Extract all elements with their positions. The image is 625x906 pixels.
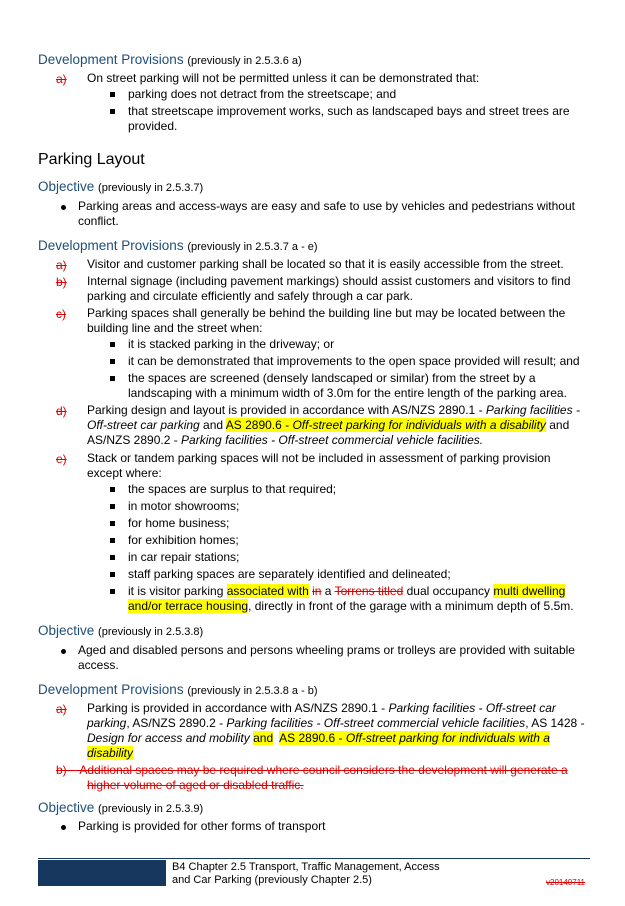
list-item-text-cont xyxy=(87,746,133,761)
text-run-highlight: associated with xyxy=(226,584,309,598)
list-item-text xyxy=(87,403,580,418)
heading-title: Objective xyxy=(38,179,95,194)
heading-ref: (previously in 2.5.3.6 a) xyxy=(187,55,302,67)
section-heading-parking-layout: Parking Layout xyxy=(38,151,145,168)
text-run-highlight-italic: Off-street parking for individuals with a disability xyxy=(292,418,546,432)
text-run: Parking is provided in accordance with AS/NZS 2890.1 - xyxy=(87,701,389,715)
text-run-highlight: AS 2890.6 - xyxy=(279,731,346,745)
bullet-text: the spaces are surplus to that required; xyxy=(128,482,337,496)
bullet-text: Parking areas and access-ways are easy and safe to use by vehicles and pedestrians without xyxy=(78,199,575,213)
bullet-text: staff parking spaces are separately identified and delineated; xyxy=(128,567,451,581)
square-bullet-icon xyxy=(110,589,115,594)
text-run: dual occupancy xyxy=(403,584,494,598)
list-item-text xyxy=(87,701,556,716)
text-run: it is visitor parking xyxy=(128,584,227,598)
square-bullet-icon xyxy=(110,342,115,347)
square-bullet-icon xyxy=(110,521,115,526)
text-run-highlight: multi dwelling xyxy=(493,584,566,598)
text-run: a xyxy=(321,584,335,598)
text-run: Parking design and layout is provided in accordance with AS/NZS 2890.1 - xyxy=(87,403,486,417)
bullet-text: the spaces are screened (densely landscaped or similar) from the street by a xyxy=(128,371,536,385)
heading-dev-provisions-2 xyxy=(38,238,318,253)
heading-dev-provisions-3 xyxy=(38,682,318,697)
square-bullet-icon xyxy=(110,487,115,492)
list-item-text: Stack or tandem parking spaces will not be included in assessment of parking provision xyxy=(87,451,551,465)
square-bullet-icon xyxy=(110,504,115,509)
text-run-italic: Parking facilities - xyxy=(485,403,580,417)
bullet-text: for exhibition homes; xyxy=(128,533,239,547)
deleted-list-item-cont: higher volume of aged or disabled traffic. xyxy=(87,778,304,792)
text-run-italic: Off-street car parking xyxy=(87,418,200,432)
text-run: , AS 1428 - xyxy=(525,716,585,730)
heading-title: Development Provisions xyxy=(38,52,184,67)
list-item-text-cont xyxy=(87,716,585,731)
text-run-highlight: AS 2890.6 - xyxy=(225,418,293,432)
footer-color-block xyxy=(38,860,166,886)
heading-dev-provisions-1 xyxy=(38,52,302,67)
text-run-italic: Design for access and mobility xyxy=(87,731,250,745)
text-run: , AS/NZS 2890.2 - xyxy=(126,716,227,730)
square-bullet-icon xyxy=(110,538,115,543)
list-item-text-cont xyxy=(87,418,569,433)
heading-title: Objective xyxy=(38,623,95,638)
footer-line-1: B4 Chapter 2.5 Transport, Traffic Management, Access xyxy=(172,861,440,873)
square-bullet-icon xyxy=(110,555,115,560)
heading-objective-1 xyxy=(38,179,203,194)
list-item-text-cont xyxy=(87,433,483,448)
heading-ref: (previously in 2.5.3.8) xyxy=(98,626,204,638)
text-run-italic: Parking facilities - Off-street commercial vehicle facilities xyxy=(226,716,526,730)
list-item-text-cont: parking and circulate efficiently and safely through a car park. xyxy=(87,289,413,303)
text-run-italic: Parking facilities - Off-street car xyxy=(388,701,556,715)
bullet-text: that streetscape improvement works, such as landscaped bays and street trees are xyxy=(128,104,570,118)
bullet-text: it can be demonstrated that improvements to the open space provided will result; and xyxy=(128,354,580,368)
bullet-text: Parking is provided for other forms of transport xyxy=(78,819,326,833)
item-marker-e: e) xyxy=(56,452,67,466)
bullet-text: for home business; xyxy=(128,516,230,530)
bullet-text-cont: provided. xyxy=(128,119,178,133)
heading-objective-3 xyxy=(38,800,203,815)
deleted-list-item: b) Additional spaces may be required where council considers the development will generate a xyxy=(56,763,568,777)
footer-line-2: and Car Parking (previously Chapter 2.5) xyxy=(172,874,372,886)
text-run-highlight-italic: Off-street parking for individuals with a xyxy=(345,731,550,745)
bullet-text: it is stacked parking in the driveway; or xyxy=(128,337,335,351)
item-marker-b: b) xyxy=(56,275,67,289)
bullet-text-cont: access. xyxy=(78,658,119,672)
text-run: and xyxy=(199,418,226,432)
square-bullet-icon xyxy=(110,376,115,381)
text-run-italic: Parking facilities - Off-street commercial vehicle facilities. xyxy=(181,433,484,447)
list-item-text: On street parking will not be permitted unless it can be demonstrated that: xyxy=(87,71,480,85)
item-marker-c: c) xyxy=(56,307,66,321)
text-run-highlight: and/or terrace housing xyxy=(128,599,249,613)
heading-title: Development Provisions xyxy=(38,682,184,697)
list-item-text-cont: building line and the street when: xyxy=(87,321,263,335)
heading-ref: (previously in 2.5.3.9) xyxy=(98,803,204,815)
bullet-text-cont xyxy=(128,599,574,614)
square-bullet-icon xyxy=(110,109,115,114)
item-marker-a: a) xyxy=(56,72,67,86)
bullet-text xyxy=(128,584,565,599)
text-run-highlight: and xyxy=(253,731,274,745)
bullet-text-cont: conflict. xyxy=(78,214,119,228)
round-bullet-icon xyxy=(61,205,66,210)
round-bullet-icon xyxy=(61,649,66,654)
footer-divider xyxy=(38,858,590,859)
bullet-text: in motor showrooms; xyxy=(128,499,240,513)
round-bullet-icon xyxy=(61,825,66,830)
bullet-text: Aged and disabled persons and persons wheeling prams or trolleys are provided with suitable xyxy=(78,643,575,657)
text-run: AS/NZS 2890.2 - xyxy=(87,433,182,447)
list-item-text: Internal signage (including pavement markings) should assist customers and visitors to find xyxy=(87,274,571,288)
heading-title: Development Provisions xyxy=(38,238,184,253)
text-run-italic: parking xyxy=(87,716,127,730)
text-run-deleted: in xyxy=(312,584,322,598)
square-bullet-icon xyxy=(110,359,115,364)
bullet-text-cont: landscaping with a minimum width of 3.0m for the entire length of the parking area. xyxy=(128,386,567,400)
text-run-highlight-italic: disability xyxy=(87,746,134,760)
text-run-deleted: Torrens titled xyxy=(334,584,404,598)
text-run: and xyxy=(545,418,570,432)
footer-version: v20140711 xyxy=(546,878,585,887)
item-marker-a: a) xyxy=(56,258,67,272)
heading-ref: (previously in 2.5.3.8 a - b) xyxy=(187,685,318,697)
heading-ref: (previously in 2.5.3.7 a - e) xyxy=(187,241,318,253)
list-item-text: Visitor and customer parking shall be located so that it is easily accessible from the street. xyxy=(87,257,564,271)
square-bullet-icon xyxy=(110,92,115,97)
heading-title: Objective xyxy=(38,800,95,815)
heading-objective-2 xyxy=(38,623,203,638)
list-item-text-cont xyxy=(87,731,550,746)
bullet-text: in car repair stations; xyxy=(128,550,240,564)
heading-ref: (previously in 2.5.3.7) xyxy=(98,182,204,194)
item-marker-a: a) xyxy=(56,702,67,716)
item-marker-d: d) xyxy=(56,404,67,418)
bullet-text: parking does not detract from the streetscape; and xyxy=(128,87,397,101)
footer-chapter-title xyxy=(172,861,440,887)
list-item-text-cont: except where: xyxy=(87,466,162,480)
list-item-text: Parking spaces shall generally be behind the building line but may be located between the xyxy=(87,306,566,320)
text-run: , directly in front of the garage with a minimum depth of 5.5m. xyxy=(248,599,574,613)
square-bullet-icon xyxy=(110,572,115,577)
